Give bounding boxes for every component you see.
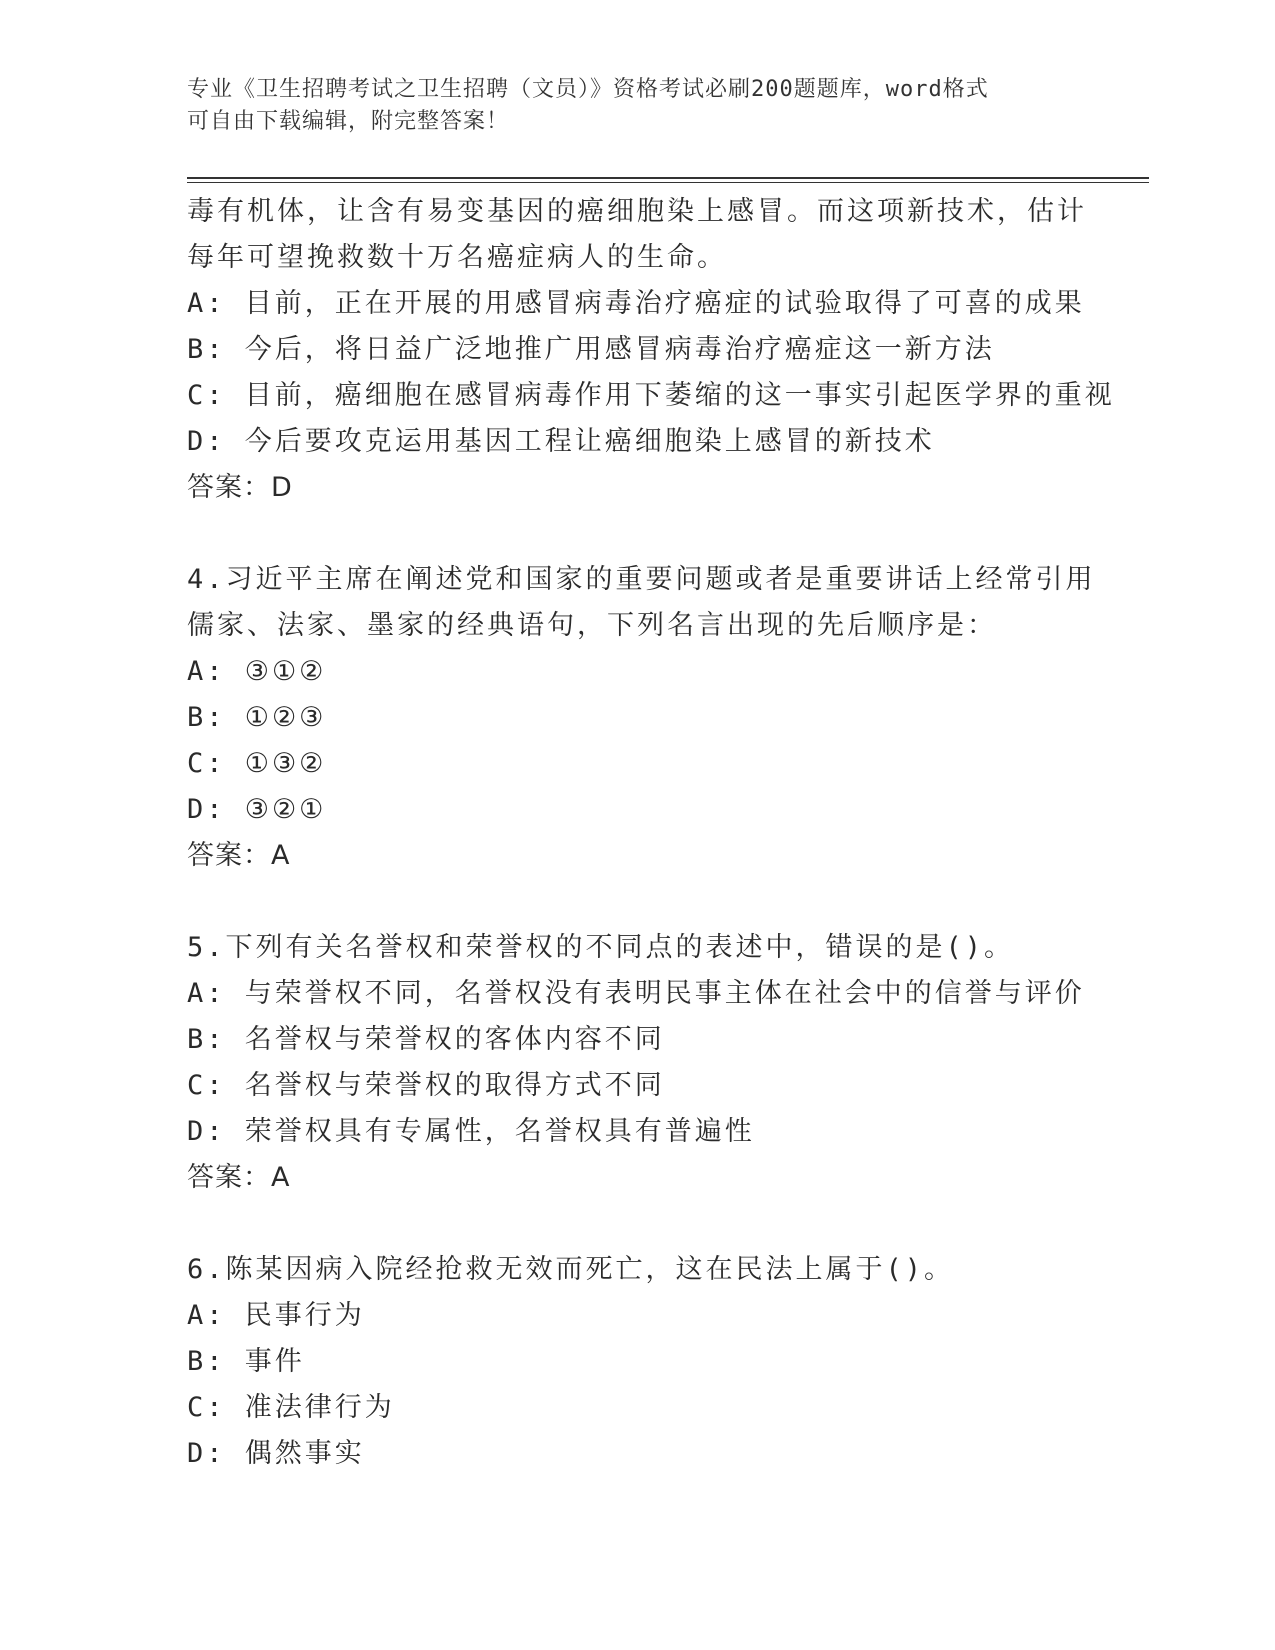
question-5-option-c: C: 名誉权与荣誉权的取得方式不同 [187, 1070, 665, 1101]
question-5-option-d: D: 荣誉权具有专属性，名誉权具有普遍性 [187, 1116, 755, 1147]
header-divider-thin [187, 182, 1149, 183]
question-4-option-c: C: ①③② [187, 748, 327, 779]
spacer [187, 1201, 1087, 1247]
question-4-answer: 答案：A [187, 840, 291, 871]
question-6-option-c: C: 准法律行为 [187, 1392, 395, 1423]
header-divider-thick [187, 177, 1149, 179]
question-content [187, 189, 1115, 1477]
question-5-option-b: B: 名誉权与荣誉权的客体内容不同 [187, 1024, 665, 1055]
question-3-stem-line-1: 毒有机体，让含有易变基因的癌细胞染上感冒。而这项新技术，估计 [187, 196, 1087, 227]
question-5-stem: 5.下列有关名誉权和荣誉权的不同点的表述中，错误的是()。 [187, 932, 1015, 963]
question-6-stem: 6.陈某因病入院经抢救无效而死亡，这在民法上属于()。 [187, 1254, 955, 1285]
document-header [187, 74, 1087, 138]
question-5-option-a: A: 与荣誉权不同，名誉权没有表明民事主体在社会中的信誉与评价 [187, 978, 1085, 1009]
question-6-option-d: D: 偶然事实 [187, 1438, 365, 1469]
header-title-line-2: 可自由下载编辑，附完整答案！ [187, 109, 510, 134]
question-4-option-a: A: ③①② [187, 656, 327, 687]
question-4-option-b: B: ①②③ [187, 702, 327, 733]
question-3-option-c: C: 目前，癌细胞在感冒病毒作用下萎缩的这一事实引起医学界的重视 [187, 380, 1115, 411]
question-6-option-a: A: 民事行为 [187, 1300, 365, 1331]
question-5-answer: 答案：A [187, 1162, 291, 1193]
header-title-line-1: 专业《卫生招聘考试之卫生招聘（文员）》资格考试必刷200题题库，word格式 [187, 77, 989, 102]
spacer [187, 879, 1087, 925]
question-3-stem-line-2: 每年可望挽救数十万名癌症病人的生命。 [187, 242, 727, 273]
question-6-option-b: B: 事件 [187, 1346, 305, 1377]
question-4-option-d: D: ③②① [187, 794, 327, 825]
spacer [187, 511, 1087, 557]
question-3-answer: 答案：D [187, 472, 293, 503]
question-4-stem-line-2: 儒家、法家、墨家的经典语句，下列名言出现的先后顺序是： [187, 610, 997, 641]
question-4-stem-line-1: 4.习近平主席在阐述党和国家的重要问题或者是重要讲话上经常引用 [187, 564, 1096, 595]
question-3-option-b: B: 今后，将日益广泛地推广用感冒病毒治疗癌症这一新方法 [187, 334, 995, 365]
question-3-option-d: D: 今后要攻克运用基因工程让癌细胞染上感冒的新技术 [187, 426, 935, 457]
question-3-option-a: A: 目前，正在开展的用感冒病毒治疗癌症的试验取得了可喜的成果 [187, 288, 1085, 319]
